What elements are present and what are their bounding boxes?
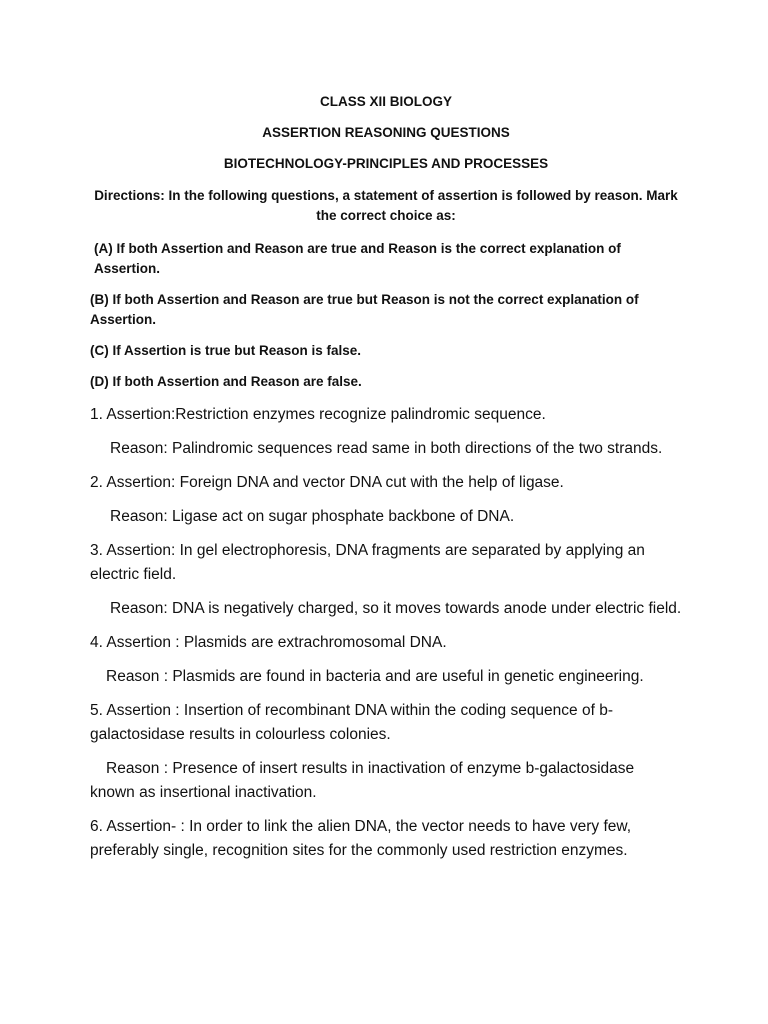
section-title: ASSERTION REASONING QUESTIONS (262, 125, 510, 140)
question-1-assertion: 1. Assertion:Restriction enzymes recognize palindromic sequence. (90, 406, 546, 423)
option-a: (A) If both Assertion and Reason are true and Reason is the correct explanation of Assertion. (94, 241, 621, 276)
document-page (90, 93, 682, 873)
option-c: (C) If Assertion is true but Reason is false. (90, 343, 362, 358)
question-4-reason: Reason : Plasmids are found in bacteria and are useful in genetic engineering. (106, 668, 644, 685)
directions-text: Directions: In the following questions, a statement of assertion is followed by reason. Mark the correct choice as: (94, 188, 678, 223)
question-3-reason: Reason: DNA is negatively charged, so it moves towards anode under electric field. (110, 600, 682, 617)
question-5-reason: Reason : Presence of insert results in inactivation of enzyme b-galactosidase known as insertional inactivation. (90, 760, 635, 801)
question-4-assertion: 4. Assertion : Plasmids are extrachromosomal DNA. (90, 634, 447, 651)
option-b: (B) If both Assertion and Reason are true but Reason is not the correct explanation of Assertion. (90, 292, 639, 327)
class-title: CLASS XII BIOLOGY (319, 94, 452, 109)
question-3-assertion: 3. Assertion: In gel electrophoresis, DNA fragments are separated by applying an electric field. (90, 542, 645, 583)
option-d: (D) If both Assertion and Reason are false. (90, 374, 362, 389)
question-6-assertion: 6. Assertion- : In order to link the alien DNA, the vector needs to have very few, preferably single, recognition sites for the commonly used restriction enzymes. (90, 818, 632, 859)
question-2-reason: Reason: Ligase act on sugar phosphate backbone of DNA. (110, 508, 515, 525)
question-5-assertion: 5. Assertion : Insertion of recombinant DNA within the coding sequence of b-galactosidase results in colourless colonies. (90, 702, 613, 743)
question-1-reason: Reason: Palindromic sequences read same in both directions of the two strands. (110, 440, 663, 457)
question-2-assertion: 2. Assertion: Foreign DNA and vector DNA cut with the help of ligase. (90, 474, 564, 491)
chapter-title: BIOTECHNOLOGY-PRINCIPLES AND PROCESSES (223, 156, 549, 171)
